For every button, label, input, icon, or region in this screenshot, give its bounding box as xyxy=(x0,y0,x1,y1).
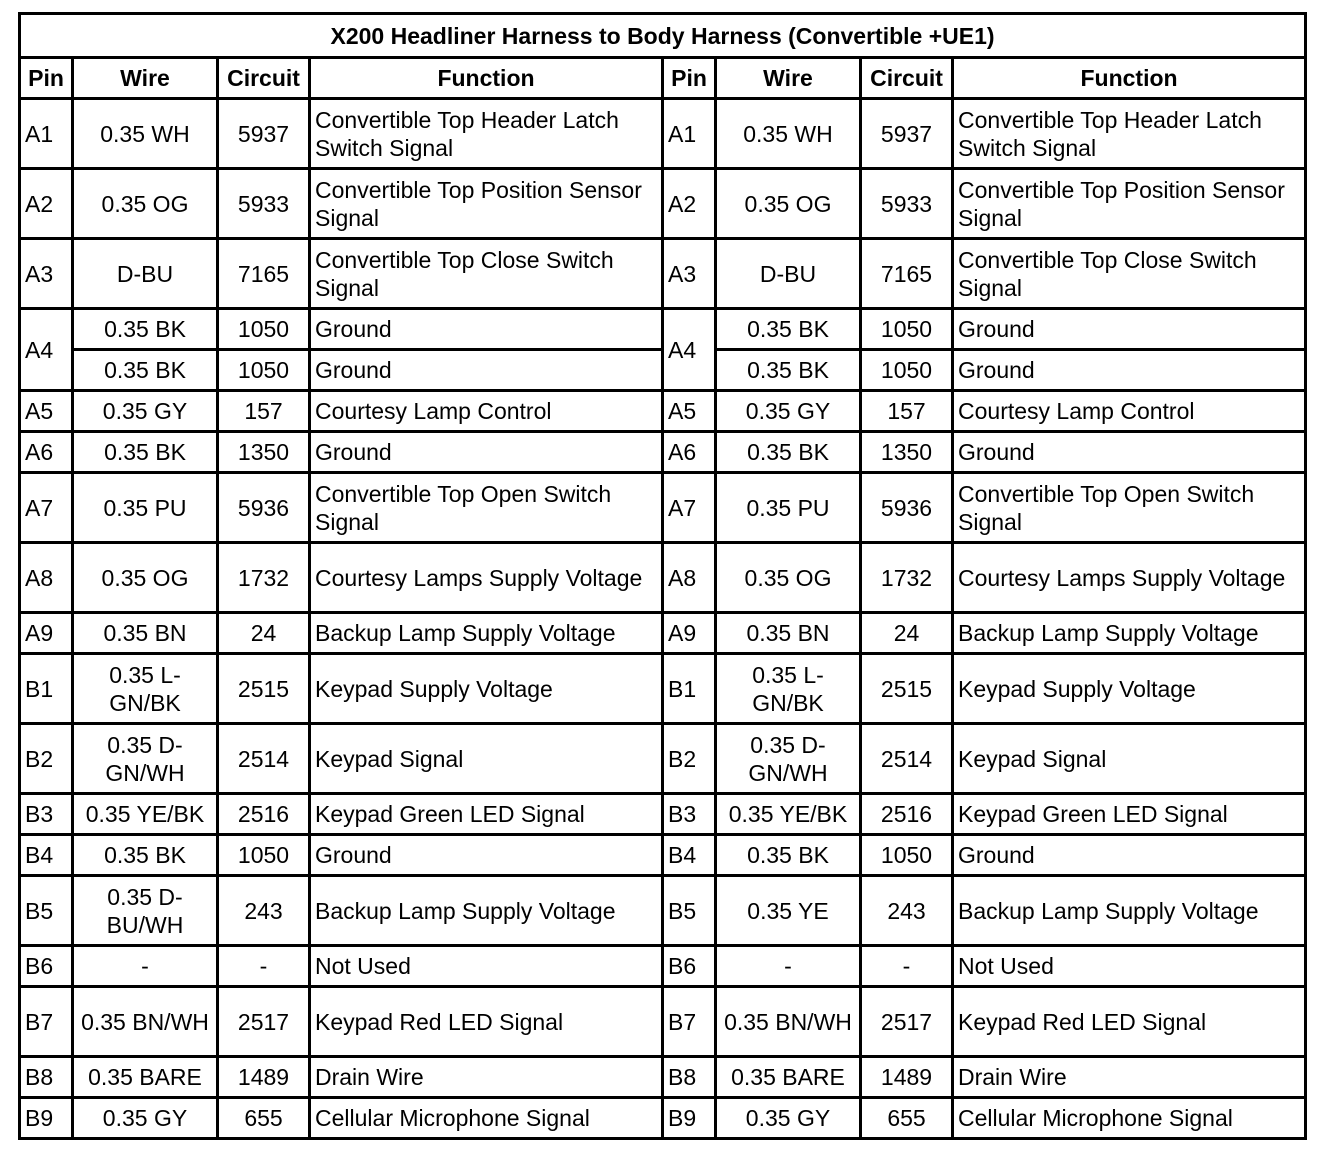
table-row xyxy=(20,169,1306,239)
pin-cell: B6 xyxy=(663,946,716,987)
function-cell: Convertible Top Header Latch Switch Signal xyxy=(953,99,1306,169)
function-cell: Not Used xyxy=(953,946,1306,987)
circuit-cell: 2516 xyxy=(218,794,310,835)
function-cell: Ground xyxy=(310,350,663,391)
pin-cell: A6 xyxy=(663,432,716,473)
function-cell: Courtesy Lamps Supply Voltage xyxy=(953,543,1306,613)
table-row xyxy=(20,946,1306,987)
table-row xyxy=(20,432,1306,473)
header-circuit-left: Circuit xyxy=(218,58,310,99)
pin-cell: A4 xyxy=(663,309,716,391)
function-cell: Convertible Top Open Switch Signal xyxy=(953,473,1306,543)
pin-cell: A6 xyxy=(20,432,73,473)
pinout-table xyxy=(18,12,1307,1140)
function-cell: Convertible Top Close Switch Signal xyxy=(953,239,1306,309)
header-circuit-right: Circuit xyxy=(861,58,953,99)
table-row xyxy=(20,654,1306,724)
pin-cell: A3 xyxy=(663,239,716,309)
wire-cell: 0.35 L-GN/BK xyxy=(716,654,861,724)
circuit-cell: 2517 xyxy=(218,987,310,1057)
table-row xyxy=(20,473,1306,543)
pin-cell: B3 xyxy=(20,794,73,835)
pin-cell: B5 xyxy=(663,876,716,946)
wire-cell: 0.35 BK xyxy=(73,432,218,473)
pin-cell: A1 xyxy=(20,99,73,169)
wire-cell: 0.35 WH xyxy=(716,99,861,169)
circuit-cell: 1050 xyxy=(861,835,953,876)
circuit-cell: 5936 xyxy=(861,473,953,543)
circuit-cell: 243 xyxy=(861,876,953,946)
connector-end-view-sheet xyxy=(18,12,1304,1140)
function-cell: Keypad Supply Voltage xyxy=(953,654,1306,724)
pin-cell: B2 xyxy=(663,724,716,794)
wire-cell: 0.35 GY xyxy=(73,1098,218,1139)
pin-cell: B1 xyxy=(20,654,73,724)
wire-cell: 0.35 GY xyxy=(73,391,218,432)
function-cell: Ground xyxy=(953,432,1306,473)
table-row xyxy=(20,835,1306,876)
function-cell: Convertible Top Close Switch Signal xyxy=(310,239,663,309)
table-row xyxy=(20,876,1306,946)
function-cell: Ground xyxy=(953,835,1306,876)
circuit-cell: 2514 xyxy=(218,724,310,794)
pin-cell: A1 xyxy=(663,99,716,169)
circuit-cell: 1050 xyxy=(218,835,310,876)
table-row xyxy=(20,1057,1306,1098)
wire-cell: D-BU xyxy=(73,239,218,309)
function-cell: Convertible Top Header Latch Switch Signal xyxy=(310,99,663,169)
wire-cell: 0.35 YE/BK xyxy=(73,794,218,835)
wire-cell: 0.35 WH xyxy=(73,99,218,169)
wire-cell: 0.35 BK xyxy=(73,350,218,391)
function-cell: Courtesy Lamp Control xyxy=(953,391,1306,432)
function-cell: Ground xyxy=(310,835,663,876)
pin-cell: B8 xyxy=(20,1057,73,1098)
wire-cell: 0.35 PU xyxy=(716,473,861,543)
wire-cell: 0.35 GY xyxy=(716,1098,861,1139)
function-cell: Keypad Signal xyxy=(953,724,1306,794)
wire-cell: - xyxy=(716,946,861,987)
circuit-cell: 5933 xyxy=(861,169,953,239)
function-cell: Cellular Microphone Signal xyxy=(310,1098,663,1139)
table-row xyxy=(20,309,1306,350)
pin-cell: B4 xyxy=(663,835,716,876)
wire-cell: 0.35 BK xyxy=(716,309,861,350)
function-cell: Courtesy Lamps Supply Voltage xyxy=(310,543,663,613)
header-function-left: Function xyxy=(310,58,663,99)
wire-cell: 0.35 OG xyxy=(73,543,218,613)
circuit-cell: 5937 xyxy=(218,99,310,169)
pin-cell: A4 xyxy=(20,309,73,391)
header-wire-left: Wire xyxy=(73,58,218,99)
function-cell: Ground xyxy=(310,309,663,350)
circuit-cell: 24 xyxy=(218,613,310,654)
table-title: X200 Headliner Harness to Body Harness (Convertible +UE1) xyxy=(20,14,1306,58)
pin-cell: A5 xyxy=(20,391,73,432)
pin-cell: A9 xyxy=(20,613,73,654)
pin-cell: B2 xyxy=(20,724,73,794)
function-cell: Drain Wire xyxy=(310,1057,663,1098)
table-row xyxy=(20,99,1306,169)
circuit-cell: 157 xyxy=(218,391,310,432)
circuit-cell: 7165 xyxy=(218,239,310,309)
pin-cell: A2 xyxy=(20,169,73,239)
table-row xyxy=(20,724,1306,794)
table-row xyxy=(20,613,1306,654)
header-wire-right: Wire xyxy=(716,58,861,99)
circuit-cell: 1350 xyxy=(218,432,310,473)
circuit-cell: 2515 xyxy=(861,654,953,724)
pin-cell: B6 xyxy=(20,946,73,987)
circuit-cell: 5933 xyxy=(218,169,310,239)
function-cell: Courtesy Lamp Control xyxy=(310,391,663,432)
wire-cell: 0.35 BN xyxy=(73,613,218,654)
pin-cell: A2 xyxy=(663,169,716,239)
circuit-cell: 1050 xyxy=(861,350,953,391)
function-cell: Not Used xyxy=(310,946,663,987)
wire-cell: 0.35 L-GN/BK xyxy=(73,654,218,724)
wire-cell: D-BU xyxy=(716,239,861,309)
wire-cell: 0.35 GY xyxy=(716,391,861,432)
function-cell: Ground xyxy=(953,309,1306,350)
function-cell: Keypad Green LED Signal xyxy=(310,794,663,835)
table-row xyxy=(20,543,1306,613)
pin-cell: B7 xyxy=(663,987,716,1057)
function-cell: Ground xyxy=(953,350,1306,391)
pin-cell: B8 xyxy=(663,1057,716,1098)
circuit-cell: 655 xyxy=(218,1098,310,1139)
circuit-cell: 157 xyxy=(861,391,953,432)
table-row xyxy=(20,239,1306,309)
pin-cell: A3 xyxy=(20,239,73,309)
column-header-row xyxy=(20,58,1306,99)
table-row xyxy=(20,1098,1306,1139)
wire-cell: 0.35 D-GN/WH xyxy=(73,724,218,794)
function-cell: Backup Lamp Supply Voltage xyxy=(953,613,1306,654)
header-pin-left: Pin xyxy=(20,58,73,99)
pin-cell: A5 xyxy=(663,391,716,432)
circuit-cell: 655 xyxy=(861,1098,953,1139)
circuit-cell: 24 xyxy=(861,613,953,654)
circuit-cell: 1050 xyxy=(218,350,310,391)
wire-cell: 0.35 BK xyxy=(716,835,861,876)
pin-cell: B5 xyxy=(20,876,73,946)
function-cell: Convertible Top Position Sensor Signal xyxy=(953,169,1306,239)
wire-cell: 0.35 D-GN/WH xyxy=(716,724,861,794)
pin-cell: A8 xyxy=(663,543,716,613)
function-cell: Drain Wire xyxy=(953,1057,1306,1098)
circuit-cell: 243 xyxy=(218,876,310,946)
function-cell: Ground xyxy=(310,432,663,473)
pin-cell: A8 xyxy=(20,543,73,613)
circuit-cell: 1732 xyxy=(218,543,310,613)
table-row xyxy=(20,794,1306,835)
pin-cell: B4 xyxy=(20,835,73,876)
header-pin-right: Pin xyxy=(663,58,716,99)
function-cell: Convertible Top Position Sensor Signal xyxy=(310,169,663,239)
wire-cell: 0.35 OG xyxy=(73,169,218,239)
table-row xyxy=(20,987,1306,1057)
circuit-cell: 2515 xyxy=(218,654,310,724)
circuit-cell: 1050 xyxy=(861,309,953,350)
wire-cell: 0.35 BK xyxy=(716,432,861,473)
function-cell: Backup Lamp Supply Voltage xyxy=(310,613,663,654)
wire-cell: 0.35 D-BU/WH xyxy=(73,876,218,946)
table-row xyxy=(20,391,1306,432)
wire-cell: 0.35 PU xyxy=(73,473,218,543)
function-cell: Cellular Microphone Signal xyxy=(953,1098,1306,1139)
circuit-cell: 1350 xyxy=(861,432,953,473)
wire-cell: 0.35 BARE xyxy=(73,1057,218,1098)
circuit-cell: 1050 xyxy=(218,309,310,350)
function-cell: Keypad Signal xyxy=(310,724,663,794)
wire-cell: 0.35 OG xyxy=(716,169,861,239)
function-cell: Backup Lamp Supply Voltage xyxy=(953,876,1306,946)
function-cell: Keypad Supply Voltage xyxy=(310,654,663,724)
function-cell: Convertible Top Open Switch Signal xyxy=(310,473,663,543)
header-function-right: Function xyxy=(953,58,1306,99)
pin-cell: B9 xyxy=(663,1098,716,1139)
circuit-cell: 5936 xyxy=(218,473,310,543)
pin-cell: B9 xyxy=(20,1098,73,1139)
circuit-cell: 5937 xyxy=(861,99,953,169)
circuit-cell: 2516 xyxy=(861,794,953,835)
wire-cell: 0.35 YE/BK xyxy=(716,794,861,835)
pin-cell: A7 xyxy=(20,473,73,543)
wire-cell: - xyxy=(73,946,218,987)
circuit-cell: 7165 xyxy=(861,239,953,309)
circuit-cell: 1489 xyxy=(218,1057,310,1098)
wire-cell: 0.35 BK xyxy=(73,835,218,876)
circuit-cell: 1732 xyxy=(861,543,953,613)
pin-cell: B7 xyxy=(20,987,73,1057)
circuit-cell: 2514 xyxy=(861,724,953,794)
wire-cell: 0.35 BK xyxy=(716,350,861,391)
function-cell: Backup Lamp Supply Voltage xyxy=(310,876,663,946)
wire-cell: 0.35 OG xyxy=(716,543,861,613)
function-cell: Keypad Green LED Signal xyxy=(953,794,1306,835)
wire-cell: 0.35 BARE xyxy=(716,1057,861,1098)
pin-cell: A7 xyxy=(663,473,716,543)
wire-cell: 0.35 BN/WH xyxy=(73,987,218,1057)
circuit-cell: 2517 xyxy=(861,987,953,1057)
wire-cell: 0.35 BK xyxy=(73,309,218,350)
function-cell: Keypad Red LED Signal xyxy=(953,987,1306,1057)
pin-cell: B1 xyxy=(663,654,716,724)
circuit-cell: - xyxy=(861,946,953,987)
wire-cell: 0.35 BN xyxy=(716,613,861,654)
circuit-cell: 1489 xyxy=(861,1057,953,1098)
wire-cell: 0.35 BN/WH xyxy=(716,987,861,1057)
wire-cell: 0.35 YE xyxy=(716,876,861,946)
circuit-cell: - xyxy=(218,946,310,987)
pin-cell: B3 xyxy=(663,794,716,835)
function-cell: Keypad Red LED Signal xyxy=(310,987,663,1057)
pin-cell: A9 xyxy=(663,613,716,654)
